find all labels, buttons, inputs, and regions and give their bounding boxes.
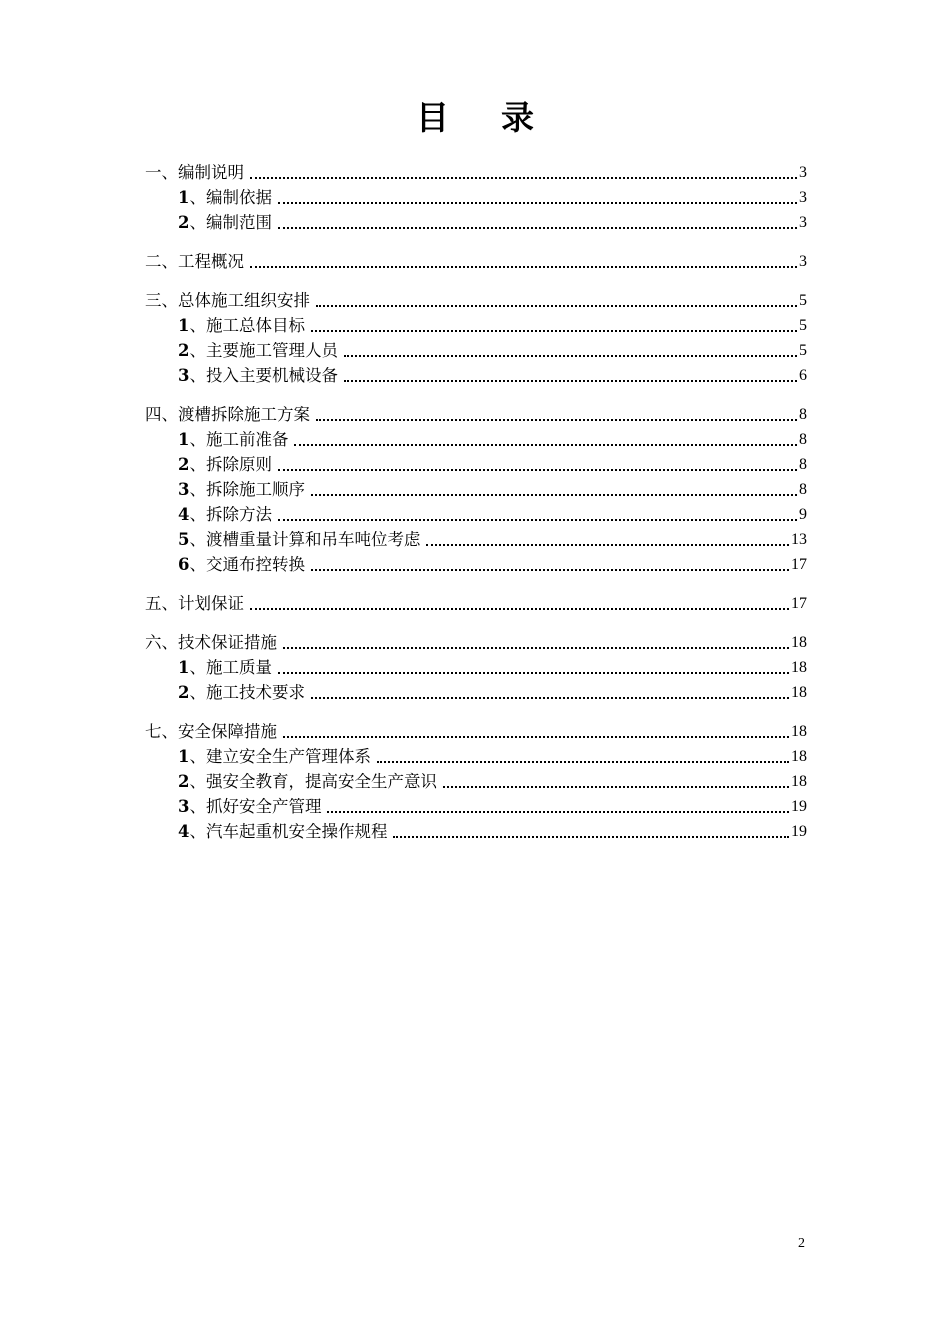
- toc-entry[interactable]: [145, 719, 807, 744]
- toc-leader-dots: [250, 265, 797, 268]
- toc-subentry-text: 、拆除方法: [189, 505, 272, 524]
- toc-subentry[interactable]: [145, 477, 807, 502]
- toc-subentry-number: 1: [178, 747, 190, 766]
- toc-subentry-number: 3: [178, 366, 190, 385]
- toc-subentry-page: 5: [799, 342, 807, 359]
- toc-subentry-text: 、投入主要机械设备: [189, 366, 338, 385]
- toc-leader-dots: [377, 760, 789, 763]
- toc-leader-dots: [283, 646, 789, 649]
- toc-subentry-page: 19: [791, 798, 807, 815]
- toc-leader-dots: [426, 543, 789, 546]
- toc-subentry-text: 、主要施工管理人员: [189, 341, 338, 360]
- toc-subentry-page: 3: [799, 189, 807, 206]
- toc-subentry[interactable]: [145, 210, 807, 235]
- toc-subentry-page: 8: [799, 481, 807, 498]
- toc-subentry-page: 18: [791, 684, 807, 701]
- toc-subentry-text: 、建立安全生产管理体系: [189, 747, 371, 766]
- toc-subentry-page: 8: [799, 431, 807, 448]
- toc-leader-dots: [316, 304, 797, 307]
- toc-section: [145, 591, 807, 616]
- toc-section: [145, 402, 807, 577]
- toc-entry-label: 五、计划保证: [145, 594, 244, 613]
- toc-subentry-label: [178, 477, 305, 502]
- toc-subentry-label: [178, 452, 272, 477]
- toc-subentry[interactable]: [145, 452, 807, 477]
- toc-entry[interactable]: [145, 249, 807, 274]
- toc-entry-page: 3: [799, 164, 807, 181]
- toc-subentry-number: 2: [178, 213, 190, 232]
- toc-subentry-text: 、施工总体目标: [189, 316, 305, 335]
- toc-subentry-text: 、拆除施工顺序: [189, 480, 305, 499]
- toc-subentry-text: 、拆除原则: [189, 455, 272, 474]
- toc-subentry-text: 、汽车起重机安全操作规程: [189, 822, 388, 841]
- toc-subentry-number: 4: [178, 505, 190, 524]
- toc-subentry[interactable]: [145, 655, 807, 680]
- toc-subentry-page: 19: [791, 823, 807, 840]
- toc-leader-dots: [443, 785, 789, 788]
- toc-subentry-page: 13: [791, 531, 807, 548]
- toc-leader-dots: [344, 354, 797, 357]
- toc-leader-dots: [250, 607, 789, 610]
- toc-leader-dots: [278, 671, 789, 674]
- toc-subentry[interactable]: [145, 552, 807, 577]
- toc-subentry-text: 、强安全教育，提高安全生产意识: [189, 772, 437, 791]
- toc-subentry-text: 、编制范围: [189, 213, 272, 232]
- page-number: 2: [798, 1236, 805, 1251]
- toc-subentry-label: [178, 769, 437, 794]
- toc-leader-dots: [283, 735, 789, 738]
- toc-subentry-label: [178, 655, 272, 680]
- toc-subentry-page: 8: [799, 456, 807, 473]
- toc-leader-dots: [278, 226, 797, 229]
- toc-leader-dots: [250, 176, 797, 179]
- toc-entry-label: 二、工程概况: [145, 252, 244, 271]
- toc-subentry-number: 1: [178, 316, 190, 335]
- toc-subentry-number: 1: [178, 658, 190, 677]
- toc-subentry-text: 、施工质量: [189, 658, 272, 677]
- toc-subentry-number: 2: [178, 341, 190, 360]
- toc-subentry[interactable]: [145, 363, 807, 388]
- toc-leader-dots: [316, 418, 797, 421]
- toc-subentry-number: 3: [178, 480, 190, 499]
- toc-subentry-number: 3: [178, 797, 190, 816]
- toc-subentry-page: 9: [799, 506, 807, 523]
- toc-leader-dots: [294, 443, 797, 446]
- toc-entry-page: 5: [799, 292, 807, 309]
- toc-entry-page: 18: [791, 723, 807, 740]
- toc-entry[interactable]: [145, 591, 807, 616]
- toc-entry-page: 18: [791, 634, 807, 651]
- toc-subentry-label: [178, 744, 371, 769]
- toc-entry-label: 六、技术保证措施: [145, 633, 277, 652]
- toc-entry-page: 3: [799, 253, 807, 270]
- toc-entry-label: 七、安全保障措施: [145, 722, 277, 741]
- toc-leader-dots: [311, 568, 789, 571]
- toc-entry-label: 四、渡槽拆除施工方案: [145, 405, 310, 424]
- toc-subentry[interactable]: [145, 744, 807, 769]
- toc-subentry[interactable]: [145, 427, 807, 452]
- toc-entry-label: 一、编制说明: [145, 163, 244, 182]
- toc-subentry-label: [178, 502, 272, 527]
- toc-subentry-page: 5: [799, 317, 807, 334]
- toc-entry-page: 17: [791, 595, 807, 612]
- toc-subentry-page: 18: [791, 748, 807, 765]
- toc-subentry-label: [178, 427, 288, 452]
- toc-subentry-text: 、编制依据: [189, 188, 272, 207]
- toc-leader-dots: [278, 201, 797, 204]
- toc-subentry-number: 4: [178, 822, 190, 841]
- toc-subentry-label: [178, 338, 338, 363]
- toc-subentry-label: [178, 819, 387, 844]
- toc-subentry[interactable]: [145, 502, 807, 527]
- toc-subentry-label: [178, 794, 321, 819]
- toc-subentry-number: 5: [178, 530, 190, 549]
- toc-subentry[interactable]: [145, 527, 807, 552]
- toc-section: [145, 288, 807, 388]
- toc-section: [145, 719, 807, 844]
- toc-subentry-label: [178, 185, 272, 210]
- toc-subentry[interactable]: [145, 794, 807, 819]
- toc-entry-page: 8: [799, 406, 807, 423]
- toc-entry[interactable]: [145, 160, 807, 185]
- toc-subentry[interactable]: [145, 680, 807, 705]
- toc-subentry-text: 、渡槽重量计算和吊车吨位考虑: [189, 530, 421, 549]
- toc-subentry-page: 3: [799, 214, 807, 231]
- toc-leader-dots: [311, 329, 797, 332]
- toc-subentry-number: 6: [178, 555, 190, 574]
- toc-title: 目录: [416, 98, 586, 137]
- toc-entry-label: 三、总体施工组织安排: [145, 291, 310, 310]
- toc-leader-dots: [393, 835, 789, 838]
- toc-leader-dots: [311, 493, 797, 496]
- toc-subentry-text: 、施工前准备: [189, 430, 289, 449]
- toc-subentry-label: [178, 363, 338, 388]
- toc-subentry[interactable]: [145, 769, 807, 794]
- toc-subentry[interactable]: [145, 185, 807, 210]
- toc-subentry-number: 2: [178, 455, 190, 474]
- toc-subentry-label: [178, 313, 305, 338]
- toc-subentry-label: [178, 552, 305, 577]
- toc-entry[interactable]: [145, 630, 807, 655]
- toc-subentry-page: 17: [791, 556, 807, 573]
- toc-subentry-number: 2: [178, 683, 190, 702]
- toc-section: [145, 249, 807, 274]
- toc-subentry-page: 6: [799, 367, 807, 384]
- toc-subentry-text: 、交通布控转换: [189, 555, 305, 574]
- toc-subentry-page: 18: [791, 773, 807, 790]
- toc-entry[interactable]: [145, 402, 807, 427]
- toc-subentry-label: [178, 527, 420, 552]
- toc-subentry-number: 1: [178, 430, 190, 449]
- toc-leader-dots: [311, 696, 789, 699]
- toc-entry[interactable]: [145, 288, 807, 313]
- toc-leader-dots: [278, 468, 797, 471]
- toc-subentry-label: [178, 210, 272, 235]
- toc-subentry-number: 2: [178, 772, 190, 791]
- toc-subentry-text: 、抓好安全产管理: [189, 797, 322, 816]
- toc-subentry-number: 1: [178, 188, 190, 207]
- toc-leader-dots: [327, 810, 789, 813]
- toc-subentry-page: 18: [791, 659, 807, 676]
- toc-subentry-text: 、施工技术要求: [189, 683, 305, 702]
- toc-subentry-label: [178, 680, 305, 705]
- table-of-contents: [145, 160, 807, 858]
- toc-leader-dots: [278, 518, 797, 521]
- toc-subentry[interactable]: [145, 338, 807, 363]
- toc-subentry[interactable]: [145, 819, 807, 844]
- toc-subentry[interactable]: [145, 313, 807, 338]
- toc-section: [145, 630, 807, 705]
- toc-leader-dots: [344, 379, 797, 382]
- toc-section: [145, 160, 807, 235]
